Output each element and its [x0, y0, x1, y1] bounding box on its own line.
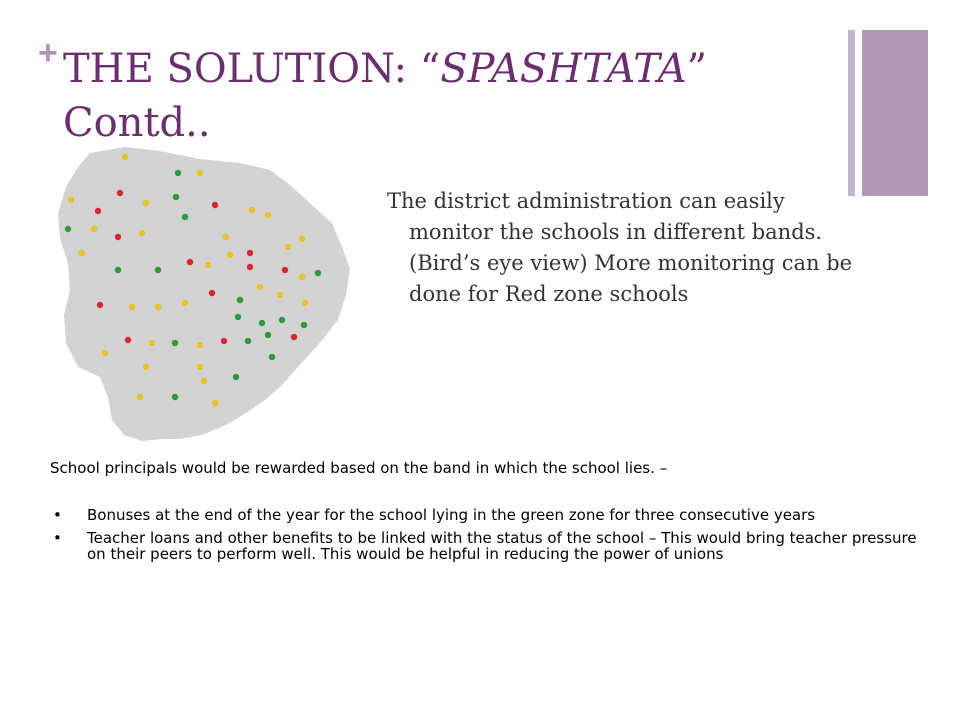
title-italic: SPASHTATA [440, 46, 687, 92]
decor-bar-thin [848, 30, 855, 196]
school-dot [95, 208, 101, 214]
school-dot [129, 304, 135, 310]
school-dot [68, 197, 74, 203]
school-dot [122, 154, 128, 160]
school-dot [279, 317, 285, 323]
school-dot [173, 194, 179, 200]
bullet-item-1 [50, 507, 920, 523]
district-map-land [58, 147, 350, 441]
school-dot [197, 364, 203, 370]
school-dot [259, 320, 265, 326]
school-dot [291, 334, 297, 340]
school-dot [175, 170, 181, 176]
school-dot [247, 264, 253, 270]
school-dot [91, 226, 97, 232]
school-dot [172, 340, 178, 346]
school-dot [249, 207, 255, 213]
school-dot [301, 322, 307, 328]
school-dot [197, 170, 203, 176]
school-dot [102, 350, 108, 356]
school-dot [245, 338, 251, 344]
school-dot [97, 302, 103, 308]
school-dot [265, 332, 271, 338]
school-dot [182, 300, 188, 306]
school-dot [237, 297, 243, 303]
school-dot [299, 274, 305, 280]
school-dot [139, 230, 145, 236]
school-dot [299, 236, 305, 242]
school-dot [155, 267, 161, 273]
school-dot [117, 190, 123, 196]
school-dot [182, 214, 188, 220]
school-dot [65, 226, 71, 232]
school-dot [125, 337, 131, 343]
title-prefix: THE SOLUTION: “ [63, 46, 441, 92]
school-dot [285, 244, 291, 250]
school-dot [197, 342, 203, 348]
school-dot [201, 378, 207, 384]
school-dot [247, 250, 253, 256]
bullet-text: Bonuses at the end of the year for the school lying in the green zone for three consecutive years [87, 506, 816, 524]
description-text: The district administration can easily monitor the schools in different bands. (Bird’s eye view) More monitoring can be done for Red zone schools [387, 189, 853, 306]
school-dot [282, 267, 288, 273]
school-dot [187, 259, 193, 265]
intro-text: School principals would be rewarded based on the band in which the school lies. – [50, 459, 668, 477]
slide-title [63, 42, 783, 150]
school-dot [269, 354, 275, 360]
school-dot [172, 394, 178, 400]
school-dot [235, 314, 241, 320]
school-dot [212, 400, 218, 406]
plus-icon: + [38, 34, 58, 72]
school-dot [143, 200, 149, 206]
bullet-dot: • [53, 506, 62, 524]
school-dot [223, 234, 229, 240]
school-dot [79, 250, 85, 256]
school-dot [149, 340, 155, 346]
bullet-text: Teacher loans and other benefits to be linked with the status of the school – This would bring teacher pressure on their peers to perform well. This would be helpful in reducing the power of unions [87, 529, 917, 563]
school-dot [212, 202, 218, 208]
school-dot [315, 270, 321, 276]
bullet-list [50, 507, 920, 569]
school-dot [115, 234, 121, 240]
school-dot [221, 338, 227, 344]
school-dot [115, 267, 121, 273]
school-dot [257, 284, 263, 290]
school-dot [155, 304, 161, 310]
bullet-item-2 [50, 530, 920, 562]
school-dot [265, 212, 271, 218]
school-dot [209, 290, 215, 296]
school-dot [302, 300, 308, 306]
school-dot [205, 262, 211, 268]
school-dot [227, 252, 233, 258]
school-dot [277, 292, 283, 298]
school-dot [143, 364, 149, 370]
decor-bar-thick [862, 30, 928, 196]
bullet-dot: • [53, 529, 62, 547]
title-suffix: ” Contd.. [63, 46, 708, 146]
school-dot [137, 394, 143, 400]
school-dot [233, 374, 239, 380]
district-map [50, 145, 360, 445]
